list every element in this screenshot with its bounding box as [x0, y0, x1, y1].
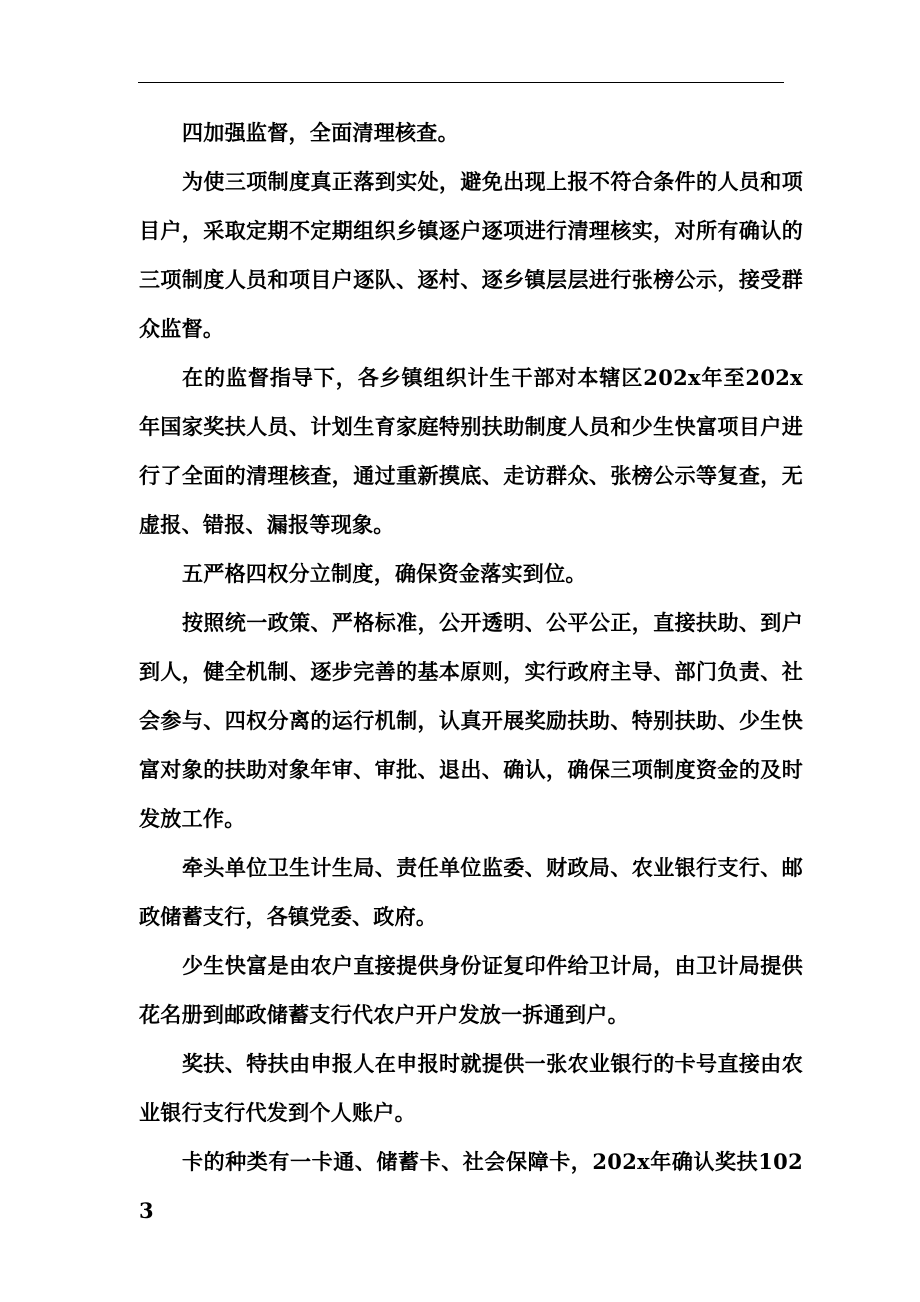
- header-rule: [138, 82, 784, 83]
- paragraph: 牵头单位卫生计生局、责任单位监委、财政局、农业银行支行、邮政储蓄支行，各镇党委、政府。: [139, 855, 803, 929]
- paragraph: 按照统一政策、严格标准，公开透明、公平公正，直接扶助、到户到人，健全机制、逐步完善的基本原则，实行政府主导、部门负责、社会参与、四权分离的运行机制，认真开展奖励扶助、特别扶助、少生快富对象的扶助对象年审、审批、退出、确认，确保三项制度资金的及时发放工作。: [139, 610, 803, 831]
- paragraph: 奖扶、特扶由申报人在申报时就提供一张农业银行的卡号直接由农业银行支行代发到个人账户。: [139, 1051, 803, 1125]
- paragraph: 五严格四权分立制度，确保资金落实到位。: [182, 561, 587, 586]
- paragraph: 少生快富是由农户直接提供身份证复印件给卫计局，由卫计局提供花名册到邮政储蓄支行代农户开户发放一拆通到户。: [139, 953, 803, 1027]
- paragraph: 卡的种类有一卡通、储蓄卡、社会保障卡，202x年确认奖扶1023: [139, 1149, 803, 1223]
- paragraph: 四加强监督，全面清理核查。: [182, 120, 459, 145]
- paragraph: 在的监督指导下，各乡镇组织计生干部对本辖区202x年至202x年国家奖扶人员、计划生育家庭特别扶助制度人员和少生快富项目户进行了全面的清理核查，通过重新摸底、走访群众、张榜公示等复查，无虚报、错报、漏报等现象。: [139, 365, 803, 537]
- paragraph: 为使三项制度真正落到实处，避免出现上报不符合条件的人员和项目户，采取定期不定期组织乡镇逐户逐项进行清理核实，对所有确认的三项制度人员和项目户逐队、逐村、逐乡镇层层进行张榜公示，接受群众监督。: [139, 169, 803, 341]
- document-body: [139, 108, 803, 1235]
